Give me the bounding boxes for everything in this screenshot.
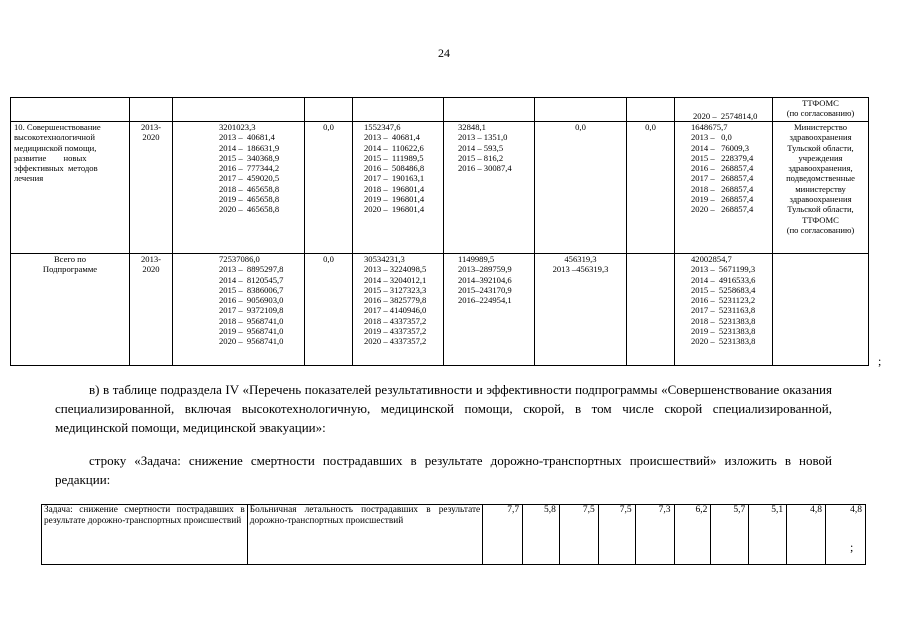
- cell: 2013- 2020: [130, 254, 173, 366]
- cell: 30534231,3 2013 – 3224098,5 2014 – 3204012,1 2015 – 3127323,3 2016 – 3825779,8 2017 – 4140946,0 2018 – 4337357,2 2019 – 4337357,2 2020 – 4337357,2: [353, 254, 444, 366]
- cell: 0,0: [627, 122, 675, 254]
- value-cell: 7,5: [559, 505, 598, 565]
- cell: 2020 – 2574814,0: [675, 98, 773, 122]
- cell: Министерство здравоохранения Тульской области, учреждения здравоохранения, подведомственные министерству здравоохранения Тульской области, ТТФОМС (по согласованию): [773, 122, 869, 254]
- amendment-instruction: строку «Задача: снижение смертности пострадавших в результате дорожно-транспортных происшествий» изложить в новой редакции:: [55, 453, 832, 487]
- value-cell: 6,2: [674, 505, 711, 565]
- value-cell: 4,8: [787, 505, 826, 565]
- cell: [627, 254, 675, 366]
- page-number: 24: [438, 46, 450, 60]
- value-cell: 5,1: [749, 505, 787, 565]
- task-cell: Задача: снижение смертности пострадавших в результате дорожно-транспортных происшествий: [42, 505, 248, 565]
- semicolon: ;: [850, 540, 854, 554]
- cell: 1648675,7 2013 – 0,0 2014 – 76009,3 2015 – 228379,4 2016 – 268857,4 2017 – 268857,4 2018 – 268857,4 2019 – 268857,4 2020 – 268857,4: [675, 122, 773, 254]
- funding-table: [10, 97, 869, 366]
- value-cell: 4,8: [825, 505, 865, 565]
- table-row: [11, 122, 869, 254]
- cell: 2013- 2020: [130, 122, 173, 254]
- cell: [305, 98, 353, 122]
- indicator-cell: Больничная летальность пострадавших в результате дорожно-транспортных происшествий: [247, 505, 482, 565]
- table-row: [11, 98, 869, 122]
- amendment-paragraph: в) в таблице подраздела IV «Перечень показателей результативности и эффективности подпрограммы «Совершенствование оказания специализированной, включая высокотехнологичную, медицинской помощи, скорой, в том числе скорой специализированной, медицинской помощи, медицинской эвакуации»:: [55, 382, 832, 435]
- semicolon: ;: [878, 354, 882, 368]
- indicator-table: [41, 504, 866, 565]
- cell: 10. Совершенствование высокотехнологичной медицинской помощи, развитие новых эффективных методов лечения: [11, 122, 130, 254]
- cell: [11, 98, 130, 122]
- cell: 1149989,5 2013–289759,9 2014–392104,6 2015–243170,9 2016–224954,1: [444, 254, 535, 366]
- cell: [444, 98, 535, 122]
- value-cell: 7,5: [598, 505, 635, 565]
- cell: [173, 98, 305, 122]
- cell: 3201023,3 2013 – 40681,4 2014 – 186631,9 2015 – 340368,9 2016 – 777344,2 2017 – 459020,5 2018 – 465658,8 2019 – 465658,8 2020 – 465658,8: [173, 122, 305, 254]
- cell: 72537086,0 2013 – 8895297,8 2014 – 8120545,7 2015 – 8386006,7 2016 – 9056903,0 2017 – 9372109,8 2018 – 9568741,0 2019 – 9568741,0 2020 – 9568741,0: [173, 254, 305, 366]
- cell: [535, 98, 627, 122]
- value-cell: 7,7: [483, 505, 523, 565]
- value-cell: 7,3: [635, 505, 674, 565]
- table-row: [11, 254, 869, 366]
- cell: 456319,3 2013 –456319,3: [535, 254, 627, 366]
- cell: Всего по Подпрограмме: [11, 254, 130, 366]
- value-cell: 5,8: [523, 505, 560, 565]
- cell: 42002854,7 2013 – 5671199,3 2014 – 4916533,6 2015 – 5258683,4 2016 – 5231123,2 2017 – 5231163,8 2018 – 5231383,8 2019 – 5231383,8 2020 – 5231383,8: [675, 254, 773, 366]
- cell: 0,0: [305, 122, 353, 254]
- cell: [773, 254, 869, 366]
- table-row: [42, 505, 866, 565]
- cell: [627, 98, 675, 122]
- cell: [130, 98, 173, 122]
- cell: 32848,1 2013 – 1351,0 2014 – 593,5 2015 – 816,2 2016 – 30087,4: [444, 122, 535, 254]
- cell: 0,0: [305, 254, 353, 366]
- cell: 0,0: [535, 122, 627, 254]
- cell: 1552347,6 2013 – 40681,4 2014 – 110622,6 2015 – 111989,5 2016 – 508486,8 2017 – 190163,1 2018 – 196801,4 2019 – 196801,4 2020 – 196801,4: [353, 122, 444, 254]
- cell: ТТФОМС (по согласованию): [773, 98, 869, 122]
- cell: [353, 98, 444, 122]
- value-cell: 5,7: [711, 505, 749, 565]
